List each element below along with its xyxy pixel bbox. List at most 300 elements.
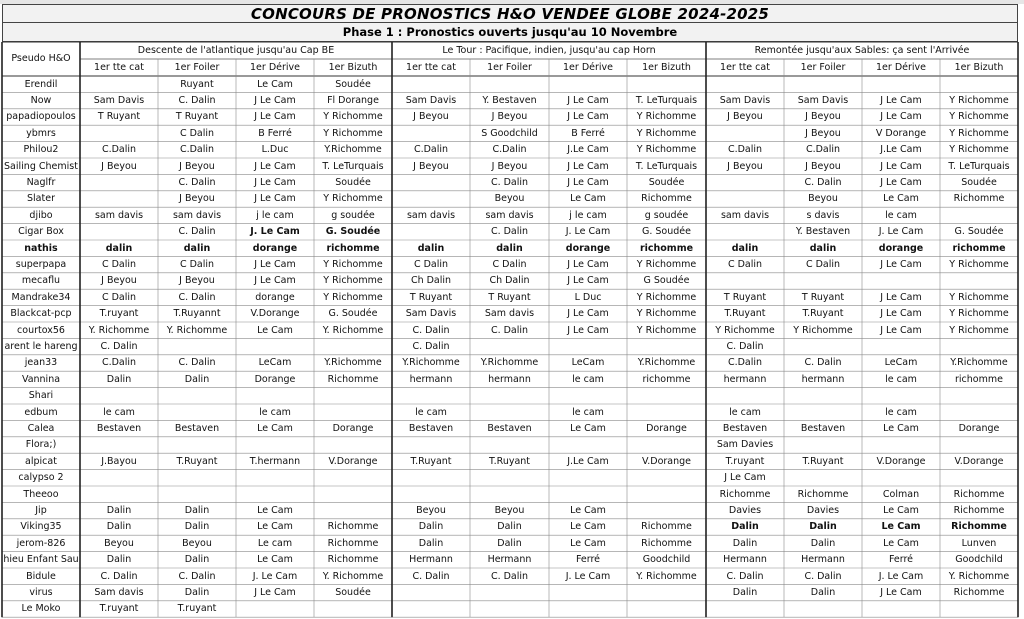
prediction-cell[interactable]: Richomme xyxy=(327,373,379,385)
prediction-cell[interactable]: dalin xyxy=(809,242,837,254)
prediction-cell[interactable]: B Ferré xyxy=(258,127,292,139)
prediction-cell[interactable] xyxy=(236,388,314,404)
pseudo-cell[interactable]: superpapa xyxy=(15,259,67,271)
prediction-cell[interactable]: LeCam xyxy=(571,357,605,369)
pseudo-cell[interactable]: djibo xyxy=(29,209,53,221)
prediction-cell[interactable]: hermann xyxy=(801,373,845,385)
prediction-cell[interactable]: J Le Cam xyxy=(880,308,922,320)
prediction-cell[interactable]: Ferré xyxy=(575,554,601,566)
prediction-cell[interactable]: dorange xyxy=(255,291,295,303)
prediction-cell[interactable]: Ruyant xyxy=(180,78,214,90)
prediction-cell[interactable] xyxy=(392,486,470,502)
prediction-cell[interactable]: G. Soudée xyxy=(328,308,378,320)
prediction-cell[interactable] xyxy=(470,601,549,617)
prediction-cell[interactable] xyxy=(862,470,940,486)
pseudo-cell[interactable]: Viking35 xyxy=(20,521,62,533)
prediction-cell[interactable]: richomme xyxy=(955,373,1003,385)
prediction-cell[interactable]: Hermann xyxy=(801,554,845,566)
prediction-cell[interactable]: Sam Davies xyxy=(716,439,774,451)
prediction-cell[interactable]: Le Cam xyxy=(257,554,293,566)
prediction-cell[interactable]: Ch Dalin xyxy=(410,275,452,287)
pseudo-cell[interactable]: jerom-826 xyxy=(16,537,66,549)
prediction-cell[interactable]: J Le Cam xyxy=(254,275,296,287)
prediction-cell[interactable]: J Beyou xyxy=(179,160,215,172)
prediction-cell[interactable]: Y. Bestaven xyxy=(482,95,537,107)
prediction-cell[interactable] xyxy=(80,174,158,190)
prediction-cell[interactable]: C Dalin xyxy=(727,259,763,271)
prediction-cell[interactable] xyxy=(314,486,392,502)
prediction-cell[interactable]: Dalin xyxy=(497,521,522,533)
prediction-cell[interactable]: Le Cam xyxy=(881,521,921,533)
prediction-cell[interactable]: Y Richomme xyxy=(949,324,1009,336)
prediction-cell[interactable]: Dalin xyxy=(184,521,210,533)
prediction-cell[interactable]: C. Dalin xyxy=(804,570,842,582)
prediction-cell[interactable]: C.Dalin xyxy=(101,357,137,369)
prediction-cell[interactable]: T.Ruyant xyxy=(488,455,531,467)
prediction-cell[interactable] xyxy=(314,601,392,617)
prediction-cell[interactable] xyxy=(549,437,627,453)
prediction-cell[interactable] xyxy=(940,388,1018,404)
prediction-cell[interactable] xyxy=(392,174,470,190)
prediction-cell[interactable] xyxy=(470,338,549,354)
prediction-cell[interactable]: Y Richomme xyxy=(323,193,383,205)
prediction-cell[interactable] xyxy=(940,437,1018,453)
prediction-cell[interactable]: Le Cam xyxy=(257,78,293,90)
prediction-cell[interactable]: Le Cam xyxy=(883,537,919,549)
prediction-cell[interactable]: Hermann xyxy=(487,554,532,566)
prediction-cell[interactable]: Y Richomme xyxy=(949,259,1009,271)
prediction-cell[interactable]: Le Cam xyxy=(570,423,606,435)
prediction-cell[interactable] xyxy=(784,76,862,92)
prediction-cell[interactable]: C. Dalin xyxy=(100,570,138,582)
prediction-cell[interactable]: Beyou xyxy=(416,505,446,517)
prediction-cell[interactable] xyxy=(470,584,549,600)
prediction-cell[interactable]: T. LeTurquais xyxy=(635,160,698,172)
prediction-cell[interactable]: Sam Davis xyxy=(797,95,849,107)
prediction-cell[interactable]: Le Cam xyxy=(883,423,919,435)
prediction-cell[interactable] xyxy=(627,437,706,453)
prediction-cell[interactable]: T. LeTurquais xyxy=(322,160,384,172)
prediction-cell[interactable]: Bestaven xyxy=(800,423,846,435)
prediction-cell[interactable]: Soudée xyxy=(335,78,371,90)
prediction-cell[interactable]: C Dalin xyxy=(179,259,215,271)
prediction-cell[interactable]: J Le Cam xyxy=(567,275,609,287)
prediction-cell[interactable]: Y Richomme xyxy=(323,275,383,287)
prediction-cell[interactable]: C Dalin xyxy=(492,259,527,271)
prediction-cell[interactable]: le cam xyxy=(885,373,917,385)
prediction-cell[interactable] xyxy=(862,437,940,453)
prediction-cell[interactable]: Y Richomme xyxy=(636,144,697,156)
prediction-cell[interactable]: G. Soudée xyxy=(642,226,691,238)
prediction-cell[interactable]: sam davis xyxy=(406,209,456,221)
prediction-cell[interactable]: Y Richomme xyxy=(323,291,383,303)
prediction-cell[interactable]: V.Dorange xyxy=(250,308,300,320)
prediction-cell[interactable]: J Beyou xyxy=(179,193,215,205)
pseudo-cell[interactable]: Erendil xyxy=(24,78,58,90)
prediction-cell[interactable]: Dalin xyxy=(418,537,444,549)
prediction-cell[interactable]: le cam xyxy=(259,406,291,418)
prediction-cell[interactable]: J. Le Cam xyxy=(565,226,611,238)
prediction-cell[interactable]: J Le Cam xyxy=(567,160,609,172)
prediction-cell[interactable]: J Beyou xyxy=(491,111,528,123)
prediction-cell[interactable]: Dalin xyxy=(810,587,836,599)
prediction-cell[interactable] xyxy=(80,224,158,240)
prediction-cell[interactable]: J Beyou xyxy=(413,160,449,172)
pseudo-cell[interactable]: Sailing Chemist xyxy=(4,160,78,172)
prediction-cell[interactable]: J Beyou xyxy=(179,275,215,287)
prediction-cell[interactable]: Le Cam xyxy=(257,505,293,517)
prediction-cell[interactable] xyxy=(706,76,784,92)
prediction-cell[interactable]: richomme xyxy=(952,242,1006,254)
prediction-cell[interactable] xyxy=(392,191,470,207)
prediction-cell[interactable]: sam davis xyxy=(94,209,144,221)
prediction-cell[interactable]: T Ruyant xyxy=(175,111,219,123)
prediction-cell[interactable] xyxy=(549,601,627,617)
prediction-cell[interactable] xyxy=(236,437,314,453)
prediction-cell[interactable]: Richomme xyxy=(953,587,1005,599)
prediction-cell[interactable]: hermann xyxy=(723,373,767,385)
prediction-cell[interactable]: le cam xyxy=(572,373,604,385)
prediction-cell[interactable] xyxy=(314,388,392,404)
prediction-cell[interactable]: C.Dalin xyxy=(179,144,215,156)
prediction-cell[interactable]: J Le Cam xyxy=(567,259,609,271)
prediction-cell[interactable]: dorange xyxy=(878,242,924,254)
prediction-cell[interactable]: Dalin xyxy=(732,587,758,599)
prediction-cell[interactable]: le cam xyxy=(885,406,917,418)
prediction-cell[interactable] xyxy=(158,338,236,354)
pseudo-cell[interactable]: hieu Enfant Sau xyxy=(3,554,79,566)
prediction-cell[interactable]: T.Ruyant xyxy=(176,455,218,467)
prediction-cell[interactable]: J.Le Cam xyxy=(567,455,609,467)
phase-header[interactable]: Descente de l'atlantique jusqu'au Cap BE xyxy=(137,45,335,56)
prediction-cell[interactable]: Richomme xyxy=(327,537,379,549)
prediction-cell[interactable]: T.ruyant xyxy=(99,308,139,320)
prediction-cell[interactable] xyxy=(627,338,706,354)
prediction-cell[interactable] xyxy=(549,338,627,354)
prediction-cell[interactable]: C. Dalin xyxy=(412,570,450,582)
prediction-cell[interactable]: Richomme xyxy=(953,505,1005,517)
prediction-cell[interactable] xyxy=(236,486,314,502)
prediction-cell[interactable]: Le Cam xyxy=(883,193,919,205)
prediction-cell[interactable] xyxy=(940,207,1018,223)
prediction-cell[interactable]: T Ruyant xyxy=(409,291,453,303)
prediction-cell[interactable] xyxy=(392,388,470,404)
prediction-cell[interactable]: J. Le Cam xyxy=(252,570,298,582)
prediction-cell[interactable]: Ch Dalin xyxy=(489,275,530,287)
pseudo-cell[interactable]: edbum xyxy=(24,406,58,418)
prediction-cell[interactable]: Y Richomme xyxy=(949,291,1009,303)
prediction-cell[interactable]: Y Richomme xyxy=(323,259,383,271)
prediction-cell[interactable] xyxy=(627,502,706,518)
prediction-cell[interactable] xyxy=(706,601,784,617)
prediction-cell[interactable]: s davis xyxy=(806,209,840,221)
prediction-cell[interactable] xyxy=(627,388,706,404)
prediction-cell[interactable]: C. Dalin xyxy=(178,226,216,238)
category-header[interactable]: 1er Bizuth xyxy=(954,61,1004,73)
prediction-cell[interactable]: Dalin xyxy=(184,587,210,599)
prediction-cell[interactable]: G. Soudée xyxy=(954,226,1004,238)
prediction-cell[interactable]: Bestaven xyxy=(487,423,532,435)
prediction-cell[interactable]: hermann xyxy=(488,373,531,385)
pseudo-cell[interactable]: Theeoo xyxy=(23,488,59,500)
category-header[interactable]: 1er tte cat xyxy=(720,61,770,73)
prediction-cell[interactable] xyxy=(158,486,236,502)
prediction-cell[interactable] xyxy=(158,404,236,420)
prediction-cell[interactable]: Y Richomme xyxy=(636,324,697,336)
pseudo-cell[interactable]: alpicat xyxy=(25,455,57,467)
prediction-cell[interactable]: C Dalin xyxy=(413,259,449,271)
prediction-cell[interactable]: L.Duc xyxy=(261,144,289,156)
prediction-cell[interactable] xyxy=(314,338,392,354)
prediction-cell[interactable] xyxy=(236,338,314,354)
prediction-cell[interactable] xyxy=(784,470,862,486)
prediction-cell[interactable]: Davies xyxy=(806,505,840,517)
prediction-cell[interactable]: T.Ruyant xyxy=(802,455,844,467)
prediction-cell[interactable]: J Le Cam xyxy=(880,259,922,271)
prediction-cell[interactable] xyxy=(940,601,1018,617)
prediction-cell[interactable] xyxy=(706,388,784,404)
prediction-cell[interactable] xyxy=(80,388,158,404)
prediction-cell[interactable]: Soudée xyxy=(335,177,371,189)
prediction-cell[interactable]: J Le Cam xyxy=(880,160,922,172)
prediction-cell[interactable] xyxy=(627,76,706,92)
prediction-cell[interactable]: Dalin xyxy=(731,521,759,533)
prediction-cell[interactable]: C. Dalin xyxy=(178,291,216,303)
prediction-cell[interactable]: J Le Cam xyxy=(567,111,609,123)
prediction-cell[interactable] xyxy=(627,404,706,420)
prediction-cell[interactable]: J Beyou xyxy=(805,160,841,172)
prediction-cell[interactable]: hermann xyxy=(409,373,453,385)
prediction-cell[interactable]: Richomme xyxy=(719,488,771,500)
prediction-cell[interactable]: C. Dalin xyxy=(804,357,842,369)
prediction-cell[interactable]: Ferré xyxy=(888,554,914,566)
category-header[interactable]: 1er tte cat xyxy=(406,61,456,73)
prediction-cell[interactable]: J Le Cam xyxy=(567,308,609,320)
category-header[interactable]: 1er Foiler xyxy=(800,61,846,73)
pseudo-cell[interactable]: jean33 xyxy=(24,357,58,369)
prediction-cell[interactable]: Beyou xyxy=(182,537,212,549)
prediction-cell[interactable]: Sam davis xyxy=(94,587,144,599)
prediction-cell[interactable]: C. Dalin xyxy=(178,570,216,582)
prediction-cell[interactable]: J Le Cam xyxy=(567,324,609,336)
prediction-cell[interactable]: Y Richomme xyxy=(636,259,697,271)
prediction-cell[interactable]: Y. Richomme xyxy=(322,570,384,582)
prediction-cell[interactable]: C. Dalin xyxy=(804,177,842,189)
prediction-cell[interactable] xyxy=(784,404,862,420)
prediction-cell[interactable]: T.hermann xyxy=(249,455,301,467)
phase-header[interactable]: Remontée jusqu'aux Sables: ça sent l'Arrivée xyxy=(754,45,970,56)
prediction-cell[interactable]: J Le Cam xyxy=(880,95,922,107)
category-header[interactable]: 1er Foiler xyxy=(174,61,220,73)
prediction-cell[interactable] xyxy=(314,470,392,486)
category-header[interactable]: 1er Bizuth xyxy=(328,61,378,73)
prediction-cell[interactable]: Le Cam xyxy=(570,537,606,549)
prediction-cell[interactable]: Sam Davis xyxy=(93,95,145,107)
prediction-cell[interactable] xyxy=(80,76,158,92)
prediction-cell[interactable]: J Le Cam xyxy=(880,587,922,599)
prediction-cell[interactable] xyxy=(549,388,627,404)
prediction-cell[interactable]: J Beyou xyxy=(727,111,763,123)
prediction-cell[interactable] xyxy=(80,437,158,453)
prediction-cell[interactable] xyxy=(940,338,1018,354)
prediction-cell[interactable]: le cam xyxy=(885,209,917,221)
prediction-cell[interactable]: C. Dalin xyxy=(178,95,216,107)
prediction-cell[interactable]: Richomme xyxy=(953,488,1005,500)
prediction-cell[interactable]: J.Le Cam xyxy=(567,144,609,156)
prediction-cell[interactable] xyxy=(470,437,549,453)
prediction-cell[interactable]: T.Ruyant xyxy=(802,308,844,320)
prediction-cell[interactable]: T.ruyant xyxy=(177,603,217,615)
prediction-cell[interactable]: Le Cam xyxy=(883,505,919,517)
pseudo-cell[interactable]: mecaflu xyxy=(21,275,61,287)
prediction-cell[interactable]: Beyou xyxy=(494,193,525,205)
prediction-cell[interactable]: Le cam xyxy=(257,537,293,549)
prediction-cell[interactable]: Soudée xyxy=(648,177,685,189)
prediction-cell[interactable]: J. Le Cam xyxy=(878,226,924,238)
prediction-cell[interactable] xyxy=(784,338,862,354)
pseudo-cell[interactable]: nathis xyxy=(24,242,58,254)
prediction-cell[interactable]: sam davis xyxy=(172,209,222,221)
prediction-cell[interactable] xyxy=(627,584,706,600)
prediction-cell[interactable]: V.Dorange xyxy=(954,455,1004,467)
prediction-cell[interactable]: Dorange xyxy=(254,373,296,385)
sheet-title[interactable]: CONCOURS DE PRONOSTICS H&O VENDEE GLOBE 2024-2025 xyxy=(2,4,1018,23)
prediction-cell[interactable] xyxy=(940,273,1018,289)
prediction-cell[interactable]: T.Ruyant xyxy=(724,308,766,320)
prediction-cell[interactable]: dalin xyxy=(183,242,211,254)
prediction-cell[interactable]: C.Dalin xyxy=(413,144,449,156)
prediction-cell[interactable] xyxy=(706,273,784,289)
prediction-cell[interactable]: C. Dalin xyxy=(412,341,450,353)
prediction-cell[interactable]: dorange xyxy=(565,242,611,254)
prediction-cell[interactable] xyxy=(862,273,940,289)
prediction-cell[interactable]: V.Dorange xyxy=(641,455,692,467)
pseudo-cell[interactable]: Vannina xyxy=(21,373,61,385)
prediction-cell[interactable]: J Le Cam xyxy=(254,95,296,107)
prediction-cell[interactable]: richomme xyxy=(642,373,691,385)
prediction-cell[interactable]: J.Le Cam xyxy=(880,144,922,156)
prediction-cell[interactable]: Y. Richomme xyxy=(88,324,150,336)
prediction-cell[interactable]: Y Richomme xyxy=(323,127,383,139)
prediction-cell[interactable]: C. Dalin xyxy=(490,570,529,582)
prediction-cell[interactable] xyxy=(80,191,158,207)
prediction-cell[interactable]: Beyou xyxy=(808,193,838,205)
prediction-cell[interactable] xyxy=(940,404,1018,420)
prediction-cell[interactable] xyxy=(314,502,392,518)
pseudo-cell[interactable]: Bidule xyxy=(26,570,56,582)
prediction-cell[interactable]: J Le Cam xyxy=(724,472,766,484)
prediction-cell[interactable]: G Soudée xyxy=(643,275,690,287)
prediction-cell[interactable]: J Le Cam xyxy=(880,291,922,303)
prediction-cell[interactable]: Y.Richomme xyxy=(637,357,696,369)
prediction-cell[interactable]: Dorange xyxy=(646,423,687,435)
prediction-cell[interactable] xyxy=(549,470,627,486)
prediction-cell[interactable] xyxy=(392,224,470,240)
prediction-cell[interactable]: Y. Richomme xyxy=(636,570,697,582)
pseudo-cell[interactable]: papadiopoulos xyxy=(6,111,76,123)
prediction-cell[interactable]: J Beyou xyxy=(413,111,449,123)
prediction-cell[interactable]: le cam xyxy=(415,406,447,418)
category-header[interactable]: 1er Bizuth xyxy=(642,61,691,73)
prediction-cell[interactable] xyxy=(470,486,549,502)
prediction-cell[interactable]: T Ruyant xyxy=(97,111,141,123)
prediction-cell[interactable]: Le Cam xyxy=(257,324,293,336)
prediction-cell[interactable]: Y Richomme xyxy=(636,291,697,303)
prediction-cell[interactable]: richomme xyxy=(639,242,694,254)
prediction-cell[interactable] xyxy=(784,388,862,404)
prediction-cell[interactable]: Richomme xyxy=(327,554,379,566)
pseudo-cell[interactable]: courtox56 xyxy=(17,324,65,336)
prediction-cell[interactable]: J Le Cam xyxy=(567,177,609,189)
prediction-cell[interactable]: J Le Cam xyxy=(254,193,296,205)
prediction-cell[interactable] xyxy=(80,470,158,486)
prediction-cell[interactable] xyxy=(706,174,784,190)
prediction-cell[interactable]: Richomme xyxy=(797,488,849,500)
prediction-cell[interactable]: Y Richomme xyxy=(949,95,1009,107)
prediction-cell[interactable]: Dalin xyxy=(184,554,210,566)
pseudo-cell[interactable]: Le Moko xyxy=(21,603,61,615)
pseudo-cell[interactable]: ybmrs xyxy=(26,127,56,139)
prediction-cell[interactable]: J Beyou xyxy=(805,127,841,139)
prediction-cell[interactable] xyxy=(236,601,314,617)
prediction-cell[interactable] xyxy=(392,470,470,486)
prediction-cell[interactable]: C.Dalin xyxy=(727,357,763,369)
prediction-cell[interactable]: Y Richomme xyxy=(949,127,1009,139)
prediction-cell[interactable]: Y Richomme xyxy=(636,111,697,123)
prediction-cell[interactable] xyxy=(80,486,158,502)
prediction-cell[interactable]: sam davis xyxy=(485,209,534,221)
prediction-cell[interactable]: Le Cam xyxy=(570,505,606,517)
prediction-cell[interactable] xyxy=(862,338,940,354)
prediction-cell[interactable]: C Dalin xyxy=(101,291,137,303)
prediction-cell[interactable]: Davies xyxy=(728,505,762,517)
prediction-cell[interactable]: Fl Dorange xyxy=(327,95,379,107)
prediction-cell[interactable]: L Duc xyxy=(574,291,602,303)
prediction-cell[interactable]: C. Dalin xyxy=(726,341,764,353)
pseudo-cell[interactable]: Flora;) xyxy=(25,439,57,451)
pseudo-cell[interactable]: Naglfr xyxy=(26,177,56,189)
prediction-cell[interactable]: C.Dalin xyxy=(727,144,763,156)
prediction-cell[interactable]: J. Le Cam xyxy=(565,570,611,582)
prediction-cell[interactable]: J Le Cam xyxy=(254,177,296,189)
prediction-cell[interactable]: g soudée xyxy=(331,209,375,221)
prediction-cell[interactable]: J. Le Cam xyxy=(878,570,924,582)
sheet-subtitle[interactable]: Phase 1 : Pronostics ouverts jusqu'au 10 Novembre xyxy=(2,23,1018,42)
prediction-cell[interactable]: Colman xyxy=(882,488,920,500)
prediction-cell[interactable]: Goodchild xyxy=(955,554,1003,566)
prediction-cell[interactable] xyxy=(392,584,470,600)
category-header[interactable]: 1er Dérive xyxy=(250,61,300,73)
prediction-cell[interactable]: V.Dorange xyxy=(876,455,926,467)
pseudo-cell[interactable]: Blackcat-pcp xyxy=(10,308,72,320)
prediction-cell[interactable]: Y. Richomme xyxy=(322,324,384,336)
prediction-cell[interactable]: J Beyou xyxy=(727,160,763,172)
prediction-cell[interactable] xyxy=(940,76,1018,92)
prediction-cell[interactable]: dorange xyxy=(252,242,298,254)
prediction-cell[interactable]: J Le Cam xyxy=(880,324,922,336)
pseudo-column-header[interactable]: Pseudo H&O xyxy=(11,53,71,64)
prediction-cell[interactable] xyxy=(706,125,784,141)
prediction-cell[interactable]: C. Dalin xyxy=(490,177,529,189)
prediction-cell[interactable]: Y Richomme xyxy=(949,308,1009,320)
prediction-cell[interactable]: C. Dalin xyxy=(178,177,216,189)
prediction-cell[interactable] xyxy=(470,388,549,404)
prediction-cell[interactable]: LeCam xyxy=(258,357,292,369)
prediction-cell[interactable]: Sam Davis xyxy=(719,95,771,107)
prediction-cell[interactable]: S Goodchild xyxy=(481,127,538,139)
prediction-cell[interactable] xyxy=(314,437,392,453)
prediction-cell[interactable]: Y. Richomme xyxy=(948,570,1010,582)
